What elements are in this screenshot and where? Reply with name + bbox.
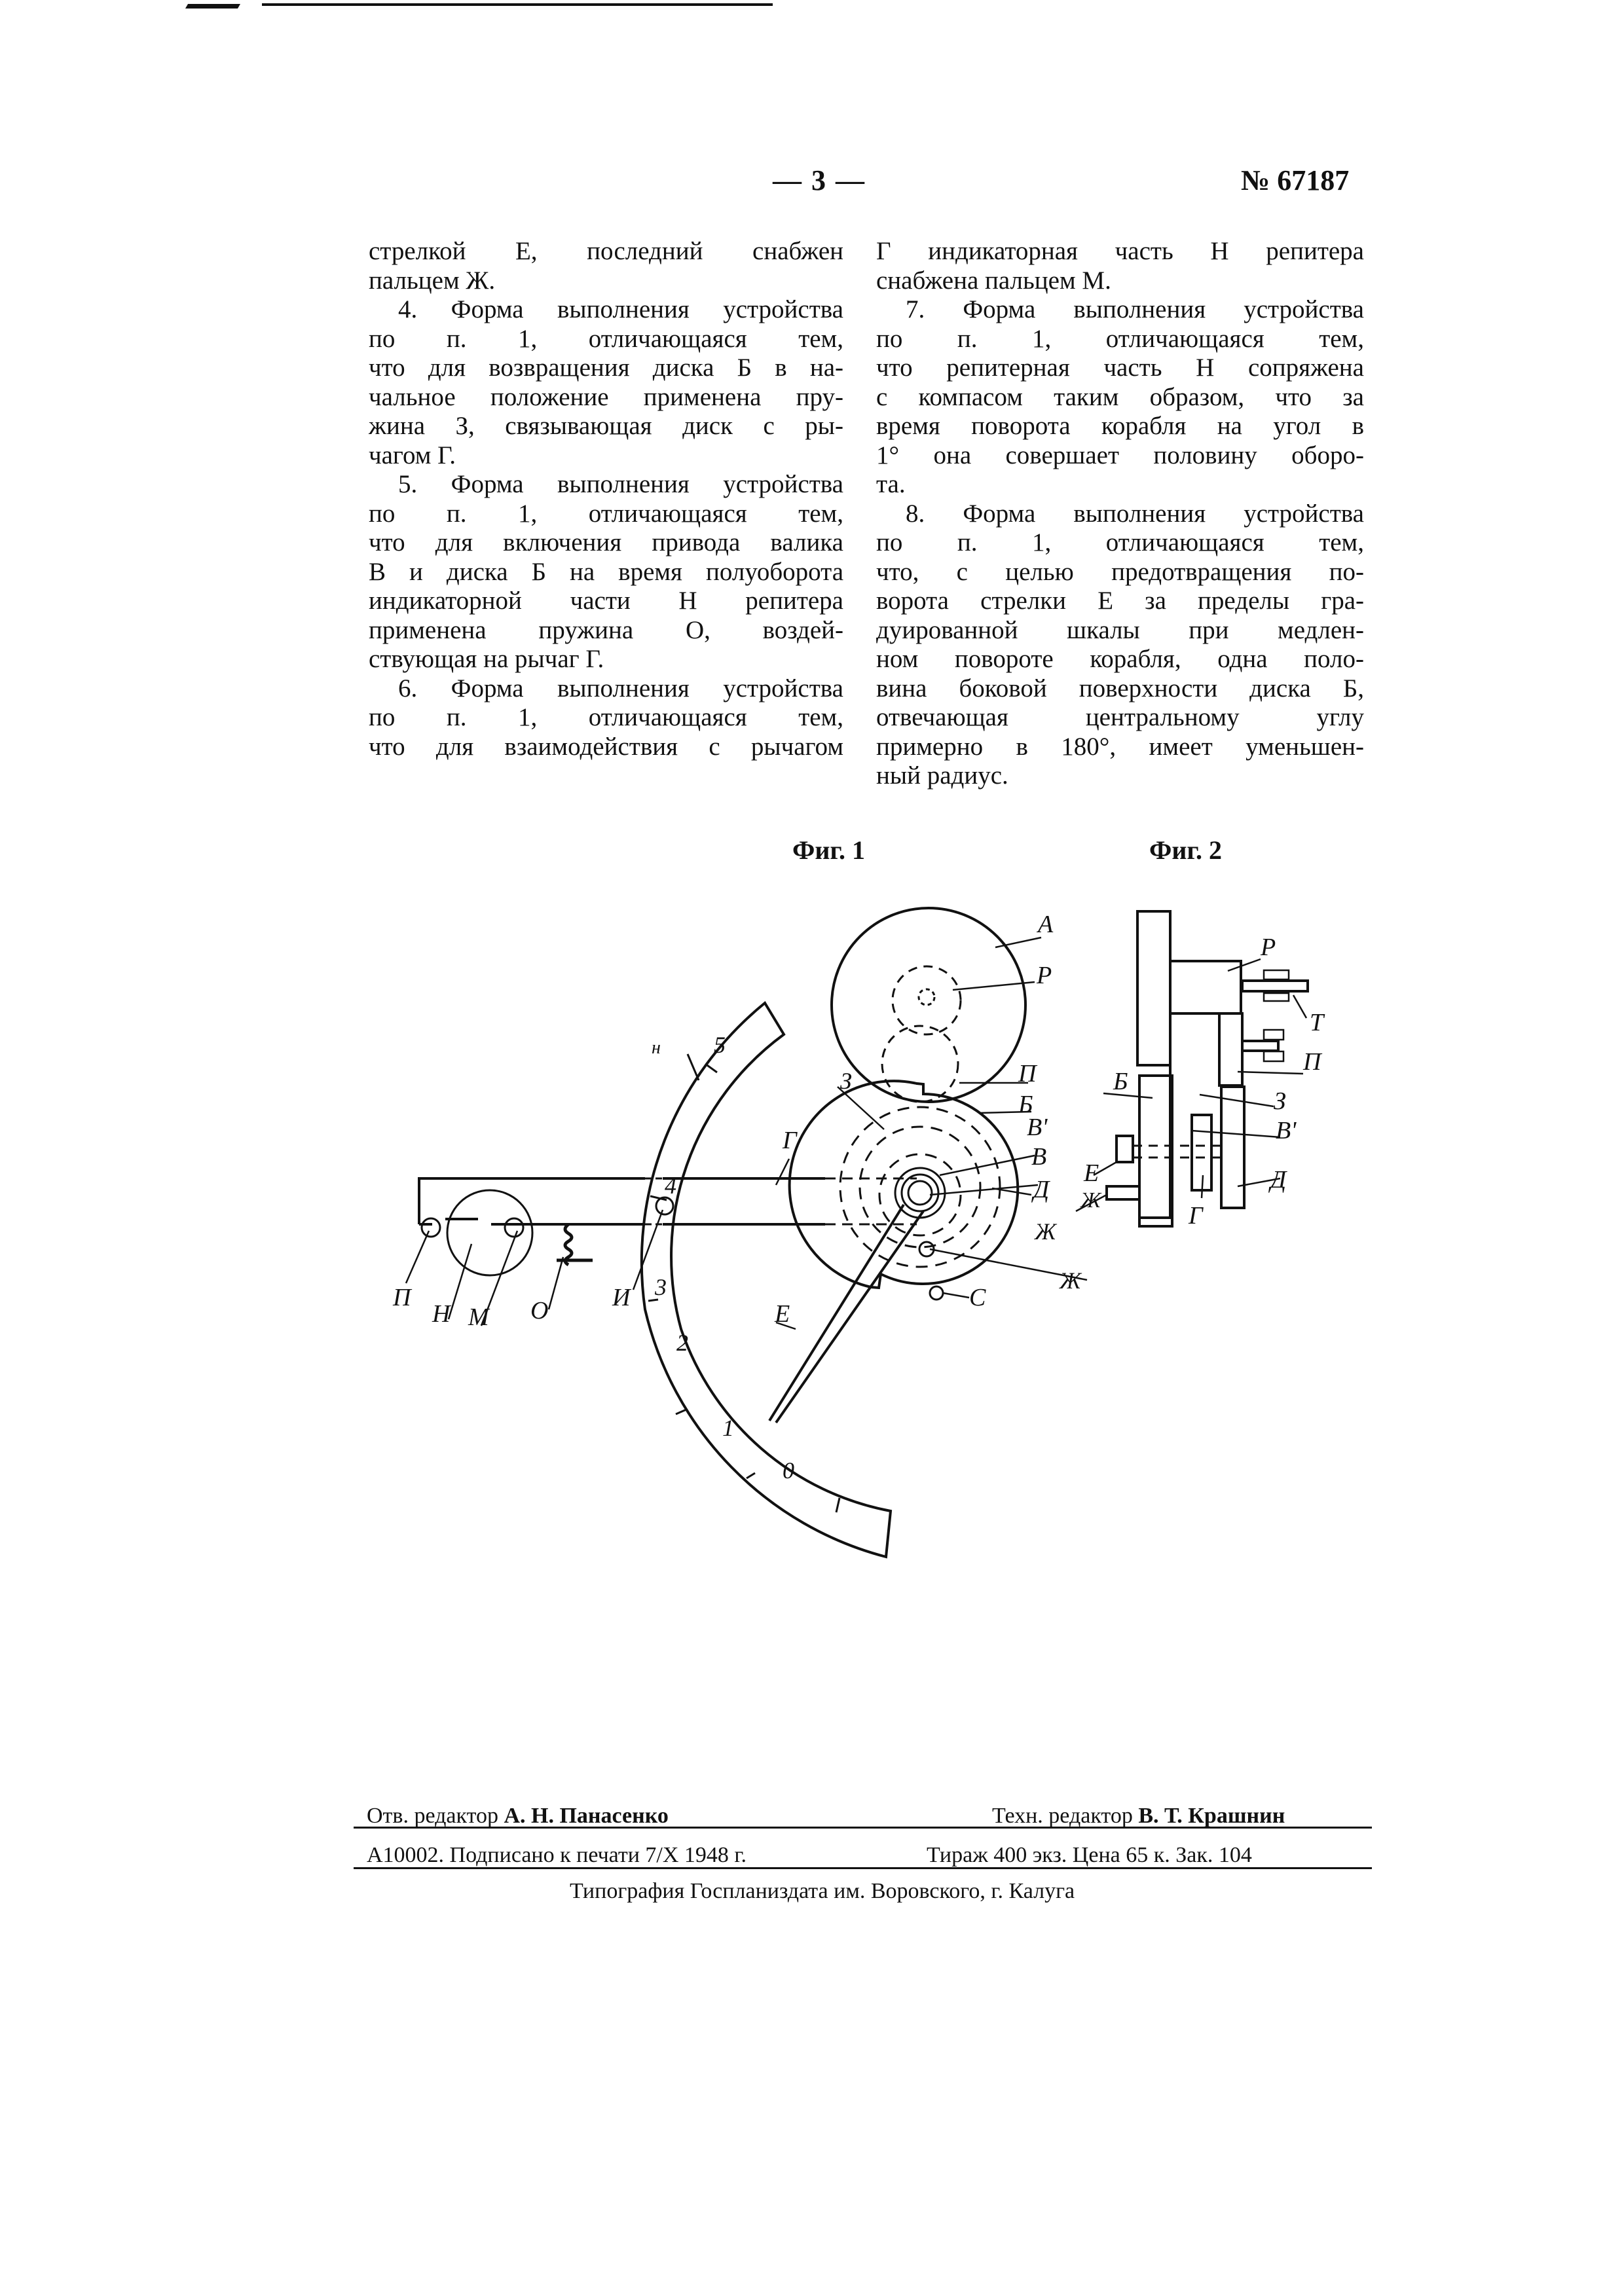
fig1-label-z: З [840,1067,852,1095]
finger-m [505,1218,523,1237]
fig1-label-a: А [1038,910,1053,939]
fig2-label-b: Б [1113,1067,1128,1096]
figure-1 [406,908,1087,1557]
fig1-label-v: В [1031,1142,1046,1171]
fig2-shaft-p [1242,1041,1278,1051]
fig2-label-v-prime: В' [1276,1116,1296,1145]
text-line: по п. 1, отличающаяся тем, [369,325,843,354]
text-line: пальцем Ж. [369,266,843,296]
fig2-label-g: Г [1189,1201,1203,1230]
page-number: — 3 — [773,164,866,197]
text-line: что, с целью предотвращения по- [876,558,1364,587]
text-line: по п. 1, отличающаяся тем, [876,325,1364,354]
text-line: по п. 1, отличающаяся тем, [369,703,843,733]
circulation-price-order: Тираж 400 экз. Цена 65 к. Зак. 104 [927,1843,1252,1868]
fig2-disk-a [1137,911,1170,1065]
text-line: Г индикаторная часть Н репитера [876,237,1364,266]
text-line: индикаторной части Н репитера [369,587,843,616]
gear-p2-dashed [882,1026,958,1102]
pin-p-left [422,1218,440,1237]
text-line: 4. Форма выполнения устройства [369,295,843,325]
text-line: жина З, связывающая диск с ры- [369,412,843,441]
fig2-label-p2: П [1303,1048,1321,1076]
text-line: чагом Г. [369,441,843,471]
responsible-editor [367,1804,669,1829]
text-line: В и диска Б на время полуоборота [369,558,843,587]
pin-c [930,1286,943,1300]
text-line: стрелкой Е, последний снабжен [369,237,843,266]
gear-p-dashed [893,966,961,1034]
fig1-label-p-top: П [1018,1059,1036,1088]
fig2-gear-p2 [1219,1013,1242,1085]
fig2-gear-p [1170,961,1241,1013]
text-line: по п. 1, отличающаяся тем, [876,528,1364,558]
resp-editor-name: А. Н. Панасенко [504,1804,668,1828]
text-line: 8. Форма выполнения устройства [876,500,1364,529]
disk-b-dashed-outer [840,1107,1000,1267]
fig2-hatching [1264,970,1289,1061]
text-line: отвечающая центральному углу [876,703,1364,733]
scale-mark-5: 5 [714,1031,726,1059]
text-line: ствующая на рычаг Г. [369,645,843,674]
repeater-n [447,1190,532,1275]
fig1-label-p-left: П [393,1283,411,1312]
fig2-lever-g [1192,1115,1211,1190]
fig1-label-p: Р [1037,961,1052,990]
fig1-label-m: М [468,1303,489,1332]
text-line: что для включения привода валика [369,528,843,558]
fig1-label-c: С [969,1283,986,1312]
text-line: время поворота корабля на угол в [876,412,1364,441]
text-line: с компасом таким образом, что за [876,383,1364,412]
text-line: чальное положение применена пру- [369,383,843,412]
fig2-label-e: Е [1084,1159,1099,1188]
text-line: вина боковой поверхности диска Б, [876,674,1364,704]
footer-rule-1 [354,1827,1372,1829]
pointer-e [769,1205,923,1423]
lever-g [419,1178,825,1224]
scale-mark-4: 4 [665,1172,676,1199]
figure-1-caption: Фиг. 1 [792,835,865,866]
signed-to-print: А10002. Подписано к печати 7/Х 1948 г. [367,1843,747,1868]
text-line: 5. Форма выполнения устройства [369,470,843,500]
text-line: ный радиус. [876,761,1364,791]
resp-editor-label: Отв. редактор [367,1804,498,1828]
text-line: что для взаимодействия с рычагом [369,733,843,762]
fig2-shaft-t [1242,981,1308,991]
figure-2-caption: Фиг. 2 [1149,835,1222,866]
fig2-finger-zh [1107,1186,1139,1199]
text-line: дуированной шкалы при медлен- [876,616,1364,646]
fig1-label-scale-n: н [652,1038,661,1059]
text-line: ворота стрелки Е за пределы гра- [876,587,1364,616]
gear-p-hub [919,989,934,1005]
text-line: та. [876,470,1364,500]
fig2-label-p: Р [1261,933,1276,962]
tech-editor-label: Техн. редактор [992,1804,1133,1828]
text-line: по п. 1, отличающаяся тем, [369,500,843,529]
text-line: что репитерная часть Н сопряжена [876,354,1364,383]
fig1-label-zh: Ж [1035,1218,1056,1245]
fig2-label-t: Т [1310,1008,1323,1037]
scale-mark-1: 1 [722,1414,734,1442]
text-line: применена пружина О, воздей- [369,616,843,646]
technical-editor [992,1804,1285,1829]
fig2-hub-e [1116,1136,1133,1162]
shaft-v-ring [902,1175,938,1211]
text-line: снабжена пальцем М. [876,266,1364,296]
technical-drawings [0,0,1624,2296]
text-line: 1° она совершает половину оборо- [876,441,1364,471]
fig2-disk-d [1221,1087,1244,1208]
tech-editor-name: В. Т. Крашнин [1138,1804,1285,1828]
fig2-disk-b [1139,1076,1172,1226]
fig1-label-i: И [612,1283,630,1312]
fig1-label-g: Г [783,1126,797,1155]
text-line: ном повороте корабля, одна поло- [876,645,1364,674]
text-line: 6. Форма выполнения устройства [369,674,843,704]
graduated-scale [642,1003,891,1557]
patent-number: № 67187 [1241,164,1349,197]
text-line: что для возвращения диска Б в на- [369,354,843,383]
fig1-label-v-prime: В' [1027,1113,1047,1142]
fig2-label-zh: Ж [1080,1188,1101,1213]
fig1-label-zh2: Ж [1060,1267,1081,1294]
fig2-label-d: Д [1270,1165,1286,1194]
fig1-label-n: Н [432,1300,450,1328]
text-line: 7. Форма выполнения устройства [876,295,1364,325]
text-line: примерно в 180°, имеет уменьшен- [876,733,1364,762]
fig1-label-e: Е [775,1300,790,1328]
printing-house: Типография Госпланиздата им. Воровского, г. Калуга [570,1879,1075,1904]
fig1-label-d: Д [1033,1175,1049,1204]
scale-mark-0: 0 [783,1457,794,1484]
scale-mark-2: 2 [676,1329,688,1357]
fig1-label-b: Б [1018,1090,1033,1119]
fig2-label-z: З [1274,1087,1286,1116]
disk-b-dashed-mid [860,1127,980,1247]
footer-rule-2 [354,1867,1372,1869]
fig1-label-o: О [530,1296,548,1325]
shaft-v [908,1181,932,1205]
scale-mark-3: 3 [655,1273,667,1301]
